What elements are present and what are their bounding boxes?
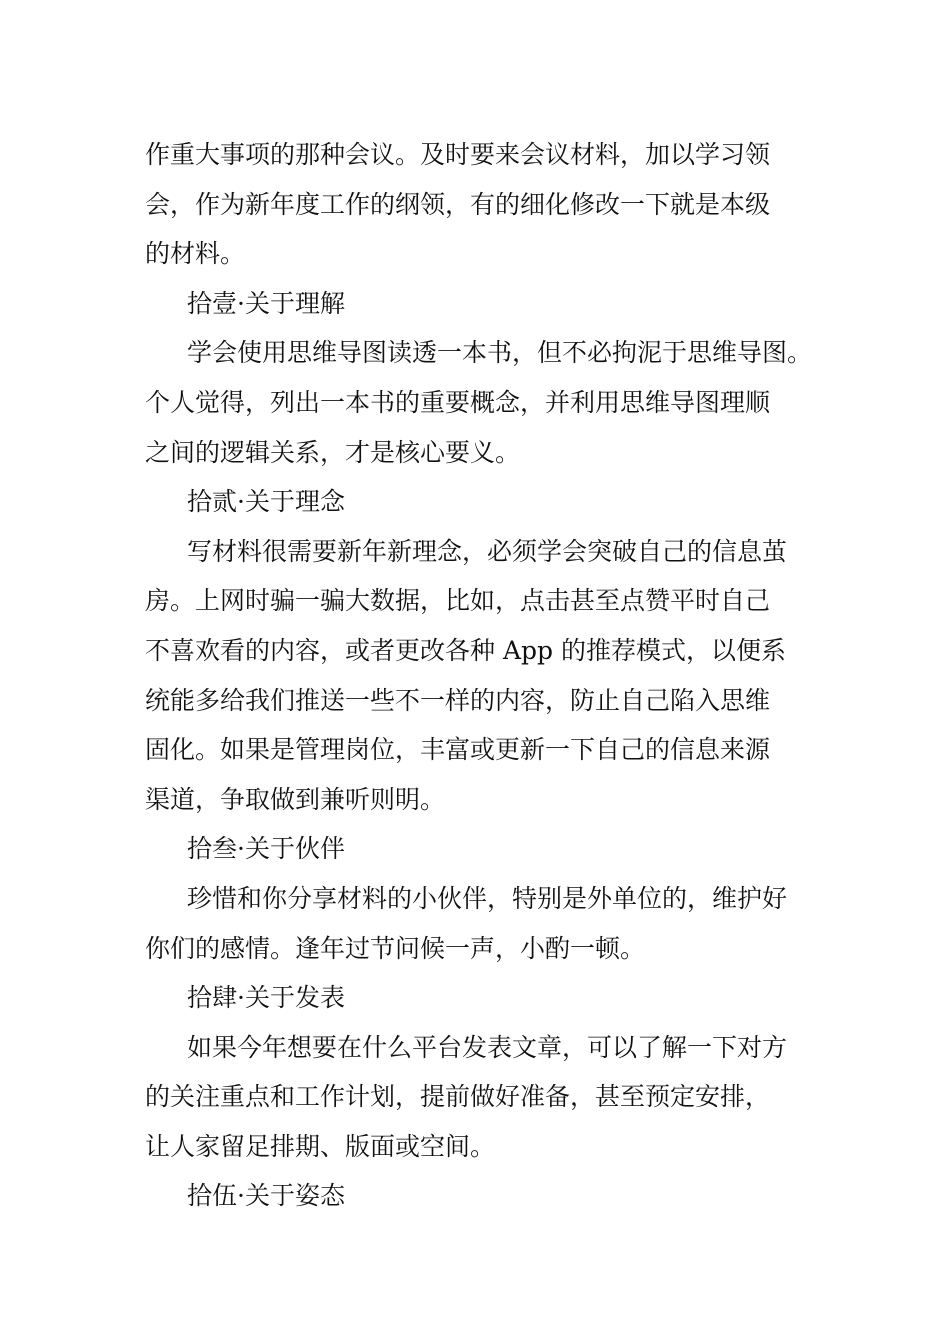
paragraph-line: 不喜欢看的内容，或者更改各种 App 的推荐模式，以便系	[145, 635, 786, 665]
section-heading: 拾叁·关于伙伴	[187, 834, 345, 864]
paragraph-line: 房。上网时骗一骗大数据，比如，点击甚至点赞平时自己	[145, 586, 771, 616]
paragraph-line: 学会使用思维导图读透一本书，但不必拘泥于思维导图。	[187, 338, 813, 368]
paragraph-line: 固化。如果是管理岗位，丰富或更新一下自己的信息来源	[145, 735, 771, 765]
paragraph-line: 写材料很需要新年新理念，必须学会突破自己的信息茧	[187, 536, 788, 566]
paragraph-line: 你们的感情。逢年过节问候一声，小酌一顿。	[145, 933, 646, 963]
section-heading: 拾伍·关于姿态	[187, 1181, 345, 1211]
paragraph-line: 个人觉得，列出一本书的重要概念，并利用思维导图理顺	[145, 387, 771, 417]
paragraph-line: 之间的逻辑关系，才是核心要义。	[145, 437, 521, 467]
section-heading: 拾贰·关于理念	[187, 487, 345, 517]
section-heading: 拾壹·关于理解	[187, 288, 345, 318]
paragraph-line: 渠道，争取做到兼听则明。	[145, 784, 446, 814]
document-page	[145, 130, 815, 1221]
section-heading: 拾肆·关于发表	[187, 983, 345, 1013]
paragraph-line: 统能多给我们推送一些不一样的内容，防止自己陷入思维	[145, 685, 771, 715]
paragraph-line: 作重大事项的那种会议。及时要来会议材料，加以学习领	[145, 140, 771, 169]
paragraph-line: 珍惜和你分享材料的小伙伴，特别是外单位的，维护好	[187, 883, 788, 913]
paragraph-line: 会，作为新年度工作的纲领，有的细化修改一下就是本级	[145, 189, 771, 219]
paragraph-line: 的关注重点和工作计划，提前做好准备，甚至预定安排，	[145, 1082, 771, 1112]
paragraph-line: 让人家留足排期、版面或空间。	[145, 1131, 496, 1161]
paragraph-line: 的材料。	[145, 239, 246, 269]
paragraph-line: 如果今年想要在什么平台发表文章，可以了解一下对方	[187, 1032, 788, 1062]
